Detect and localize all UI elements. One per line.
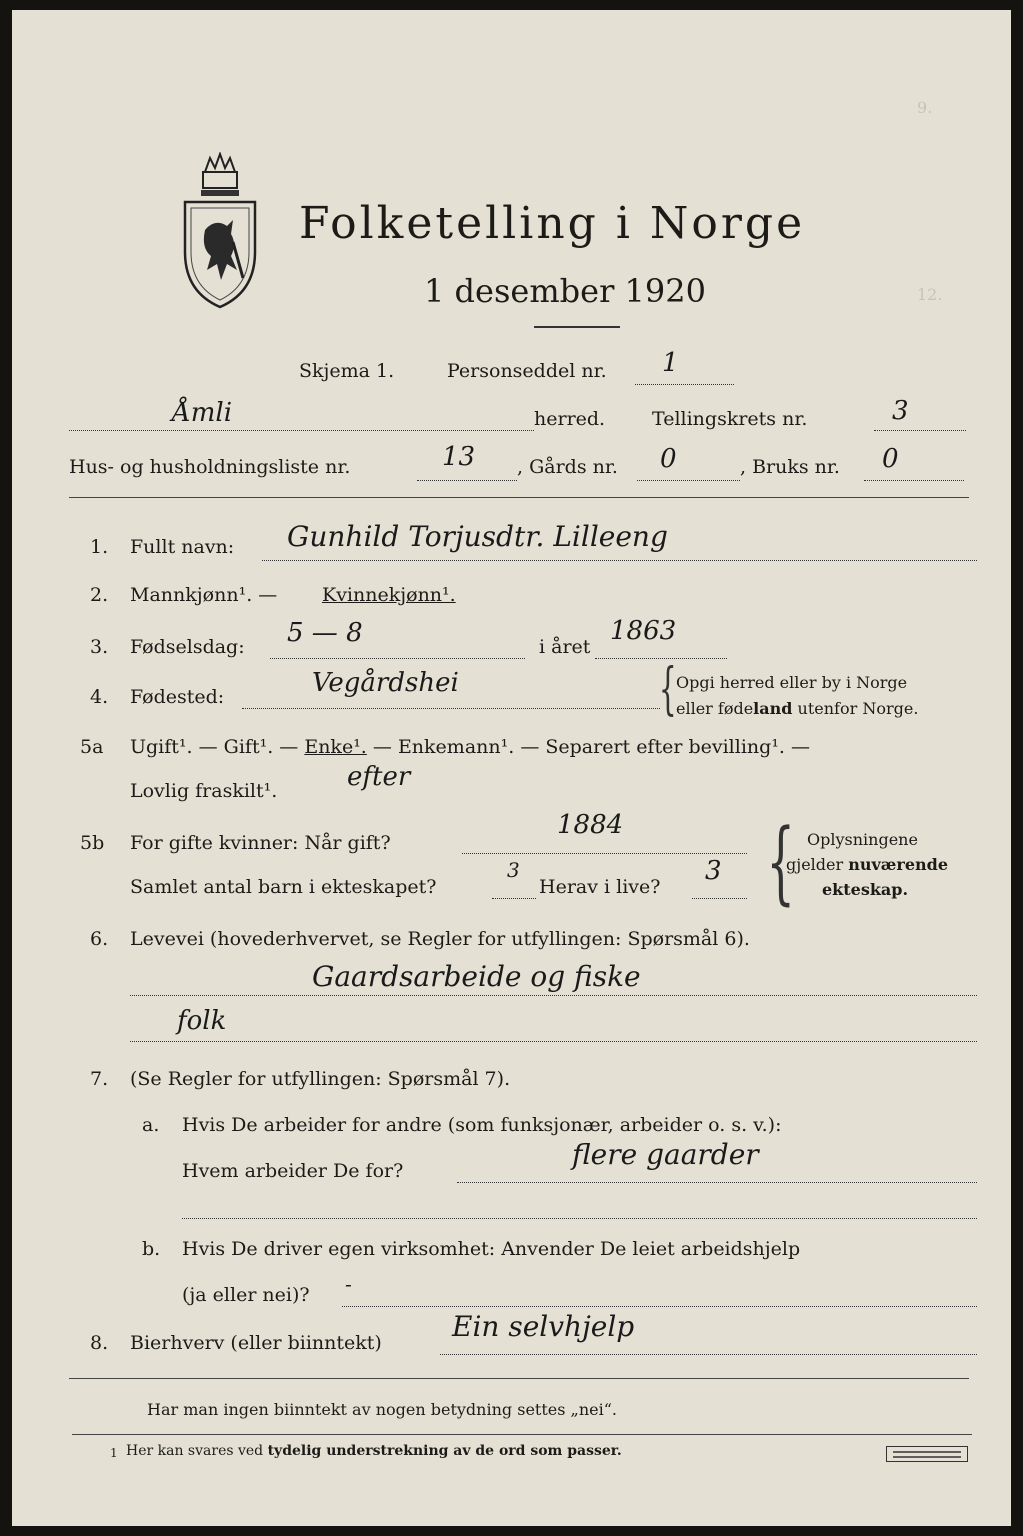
q5b-barn-value[interactable]: 3 <box>507 858 520 882</box>
herred-line <box>69 430 534 431</box>
hus-liste-value[interactable]: 13 <box>442 442 476 472</box>
personseddel-label: Personseddel nr. <box>447 360 607 382</box>
hus-liste-line <box>417 480 517 481</box>
q7a-letter: a. <box>142 1114 160 1136</box>
q6-label: Levevei (hovederhvervet, se Regler for utfyllingen: Spørsmål 6). <box>130 928 750 950</box>
q3-label: Fødselsdag: <box>130 636 245 658</box>
coat-of-arms-icon <box>177 152 263 312</box>
q3-number: 3. <box>90 636 109 658</box>
q4-number: 4. <box>90 686 109 708</box>
q5b-barn-label: Samlet antal barn i ekteskapet? <box>130 876 437 898</box>
q7a-label: Hvis De arbeider for andre (som funksjonær, arbeider o. s. v.): <box>182 1114 782 1136</box>
footnote-text: Her kan svares ved tydelig understrekning av de ord som passer. <box>126 1443 622 1459</box>
q7b-letter: b. <box>142 1238 161 1260</box>
q3-aret-value[interactable]: 1863 <box>610 616 677 646</box>
body-divider <box>69 1378 969 1379</box>
q3-value[interactable]: 5 — 8 <box>287 618 363 648</box>
gards-value[interactable]: 0 <box>660 444 677 474</box>
q4-line <box>242 708 660 709</box>
q5b-brace: { <box>766 810 795 915</box>
q2-number: 2. <box>90 584 109 606</box>
q5b-barn-line <box>492 898 536 899</box>
header-divider <box>69 497 969 498</box>
tellingskrets-label: Tellingskrets nr. <box>652 408 808 430</box>
q6-value2[interactable]: folk <box>177 1006 227 1036</box>
q5b-number: 5b <box>80 832 105 854</box>
bruks-label: , Bruks nr. <box>740 456 840 478</box>
q4-value[interactable]: Vegårdshei <box>312 668 459 698</box>
q6-line1 <box>130 995 977 996</box>
q5b-note1: Oplysningene <box>807 830 918 849</box>
personseddel-line <box>635 384 734 385</box>
q7b-line <box>342 1306 977 1307</box>
q4-brace: { <box>658 657 677 722</box>
bleed-through-text: 12. <box>917 285 943 304</box>
q4-note1: Opgi herred eller by i Norge <box>676 673 908 692</box>
q1-label: Fullt navn: <box>130 536 235 558</box>
q1-number: 1. <box>90 536 109 558</box>
herred-value[interactable]: Åmli <box>172 398 233 428</box>
schema-label: Skjema 1. <box>299 360 395 382</box>
q7a-line2 <box>182 1218 977 1219</box>
q1-value[interactable]: Gunhild Torjusdtr. Lilleeng <box>287 520 668 553</box>
q5b-note3: ekteskap. <box>822 880 909 899</box>
q4-note2: eller fødeland utenfor Norge. <box>676 699 919 718</box>
q7b-question: (ja eller nei)? <box>182 1284 310 1306</box>
q3-aret-label: i året <box>539 636 591 658</box>
form-date: 1 desember 1920 <box>424 272 706 310</box>
q4-label: Fødested: <box>130 686 225 708</box>
q3-line <box>270 658 525 659</box>
q7b-label: Hvis De driver egen virksomhet: Anvender De leiet arbeidshjelp <box>182 1238 801 1260</box>
tellingskrets-line <box>874 430 966 431</box>
q6-number: 6. <box>90 928 109 950</box>
q5a-options: Ugift¹. — Gift¹. — Enke¹. — Enkemann¹. — Separert efter bevilling¹. — <box>130 736 811 758</box>
q6-line2 <box>130 1041 977 1042</box>
q6-value1[interactable]: Gaardsarbeide og fiske <box>312 960 641 993</box>
bleed-through-text: 9. <box>917 98 933 117</box>
q5b-note2: gjelder nuværende <box>786 855 949 874</box>
bruks-line <box>864 480 964 481</box>
q2-mann: Mannkjønn¹. — <box>130 584 278 606</box>
q5b-label: For gifte kvinner: Når gift? <box>130 832 391 854</box>
q8-number: 8. <box>90 1332 109 1354</box>
q5b-live-value[interactable]: 3 <box>705 856 722 886</box>
bruks-value[interactable]: 0 <box>882 444 899 474</box>
footnote-number: 1 <box>110 1446 118 1460</box>
q8-line <box>440 1354 977 1355</box>
title-divider <box>534 326 620 328</box>
gards-label: , Gårds nr. <box>517 456 618 478</box>
q5a-number: 5a <box>80 736 104 758</box>
q5b-live-label: Herav i live? <box>539 876 661 898</box>
form-title: Folketelling i Norge <box>299 198 806 249</box>
hus-label: Hus- og husholdningsliste nr. <box>69 456 351 478</box>
q7a-line1 <box>457 1182 977 1183</box>
q5a-value[interactable]: efter <box>347 762 411 792</box>
q1-line <box>262 560 977 561</box>
q7a-question: Hvem arbeider De for? <box>182 1160 404 1182</box>
q7a-value[interactable]: flere gaarder <box>572 1138 759 1171</box>
gards-line <box>637 480 740 481</box>
printer-stamp-icon <box>886 1446 968 1462</box>
personseddel-value[interactable]: 1 <box>662 348 679 378</box>
tellingskrets-value[interactable]: 3 <box>892 396 909 426</box>
q2-kvinne: Kvinnekjønn¹. <box>322 584 456 606</box>
footer-divider <box>72 1434 972 1435</box>
footer-note: Har man ingen biinntekt av nogen betydning settes „nei“. <box>147 1400 617 1419</box>
q7b-value[interactable]: - <box>345 1272 352 1296</box>
q8-label: Bierhverv (eller biinntekt) <box>130 1332 382 1354</box>
q7-number: 7. <box>90 1068 109 1090</box>
herred-label: herred. <box>534 408 606 430</box>
q5b-gift-value[interactable]: 1884 <box>557 810 624 840</box>
q5b-gift-line <box>462 853 747 854</box>
census-form-page <box>12 10 1011 1526</box>
q8-value[interactable]: Ein selvhjelp <box>452 1310 635 1343</box>
q5a-fraskilt: Lovlig fraskilt¹. <box>130 780 278 802</box>
q7-label: (Se Regler for utfyllingen: Spørsmål 7). <box>130 1068 511 1090</box>
q5b-live-line <box>692 898 747 899</box>
